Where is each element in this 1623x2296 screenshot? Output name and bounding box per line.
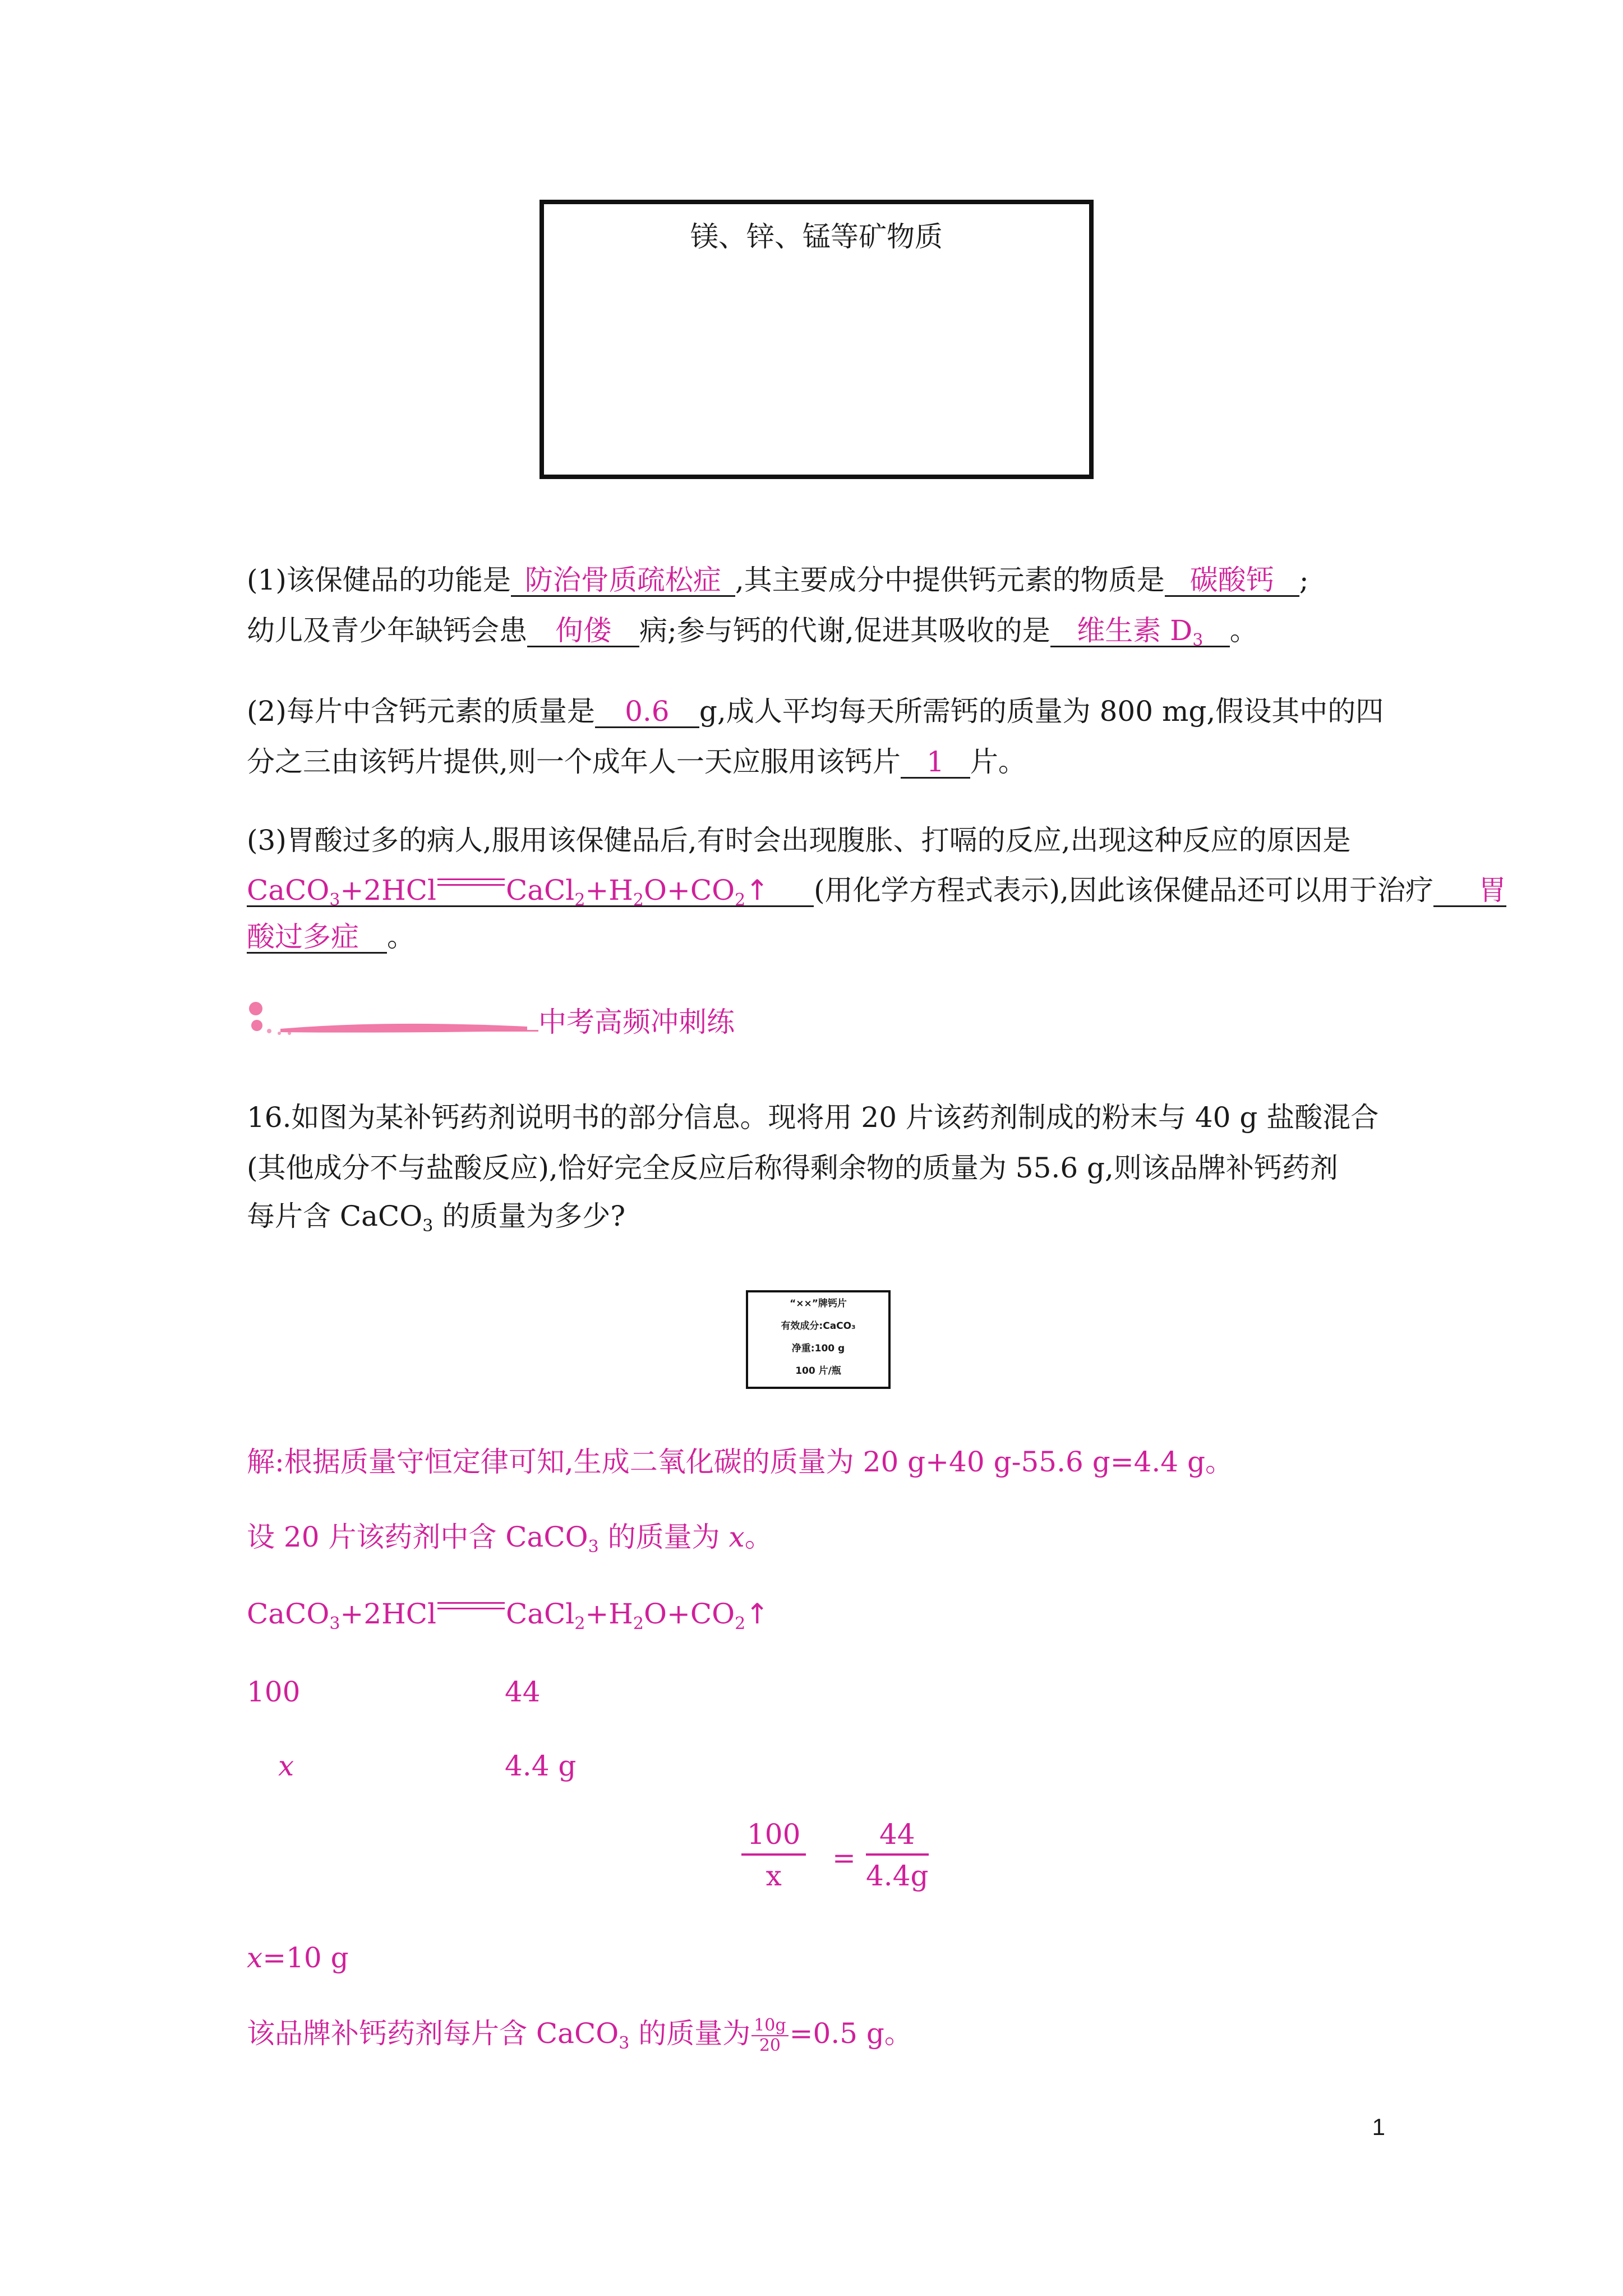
q1-answer4: 维生素 $D_3$ — [1050, 615, 1230, 647]
q3-line1: (3)胃酸过多的病人,服用该保健品后,有时会出现腹胀、打嗝的反应,出现这种反应的原因是 — [247, 824, 1351, 857]
final-fraction: $\frac{10g}{20}$ — [751, 2016, 788, 2055]
q1-answer1: 防治骨质疏松症 — [511, 565, 735, 597]
q1-answer3: 佝偻 — [527, 615, 639, 647]
box-title: 镁、锌、锰等矿物质 — [690, 220, 943, 253]
up-arrow-icon: ↑ — [745, 874, 769, 907]
q3-line3: 酸过多症 。 — [247, 921, 415, 953]
equals-sign-double — [437, 873, 505, 895]
solution-final: 该品牌补钙药剂每片含 CaCO$_3$ 的质量为 $\frac{10g}{20}$ =0.5 g。 — [247, 2016, 912, 2055]
equals-sign-double — [437, 1596, 505, 1619]
q1-line2: 幼儿及青少年缺钙会患 佝偻 病;参与钙的代谢,促进其吸收的是 维生素 $D_3$ 。 — [247, 614, 1258, 650]
product-label-box — [746, 1290, 891, 1389]
q2-line2: 分之三由该钙片提供,则一个成年人一天应服用该钙片 1 片。 — [247, 746, 1026, 778]
solution-line2: 设 20 片该药剂中含 CaCO$_3$ 的质量为 x。 — [247, 1521, 773, 1557]
solution-line1: 解:根据质量守恒定律可知,生成二氧化碳的质量为 20 g+40 g-55.6 g=4.4 g。 — [247, 1446, 1234, 1478]
label-line3: 净重:100 g — [791, 1343, 845, 1354]
fraction-left-num: 100 — [741, 1818, 806, 1856]
label-line4: 100 片/瓶 — [795, 1365, 841, 1377]
mineral-info-box — [540, 200, 1094, 479]
q3-answer2b: 酸过多症 — [247, 922, 387, 954]
solution-equation: CaCO$_3$+2HCl $CaCl_2+H_2O+CO_2↑$ — [247, 1598, 769, 1634]
q16-line2: (其他成分不与盐酸反应),恰好完全反应后称得剩余物的质量为 55.6 g,则该品牌补钙药剂 — [247, 1152, 1338, 1184]
ratio-row2-right: 4.4 g — [505, 1750, 577, 1782]
q2-answer1: 0.6 — [595, 696, 699, 728]
q16-line1: 16.如图为某补钙药剂说明书的部分信息。现将用 20 片该药剂制成的粉末与 40 g 盐酸混合 — [247, 1101, 1379, 1134]
q2-answer2: 1 — [901, 747, 970, 779]
ratio-row1-left: 100 — [247, 1676, 301, 1708]
solution-result: x=10 g — [247, 1941, 349, 1974]
fraction-right — [866, 1818, 929, 1894]
q16-line3: 每片含 CaCO$_3$ 的质量为多少? — [247, 1200, 626, 1236]
ratio-row1-right: 44 — [505, 1676, 541, 1708]
banner-decoration-icon — [247, 999, 538, 1043]
label-line2: 有效成分:CaCO₃ — [781, 1320, 856, 1332]
fraction-right-den: 4.4g — [866, 1860, 929, 1892]
q3-answer1: CaCO$_3$+2HCl $CaCl_2+H_2O+CO_2↑$ — [247, 873, 814, 907]
ratio-row2-left: x — [278, 1750, 294, 1782]
q1-line1: (1)该保健品的功能是 防治骨质疏松症 ,其主要成分中提供钙元素的物质是 碳酸钙 ; — [247, 564, 1309, 596]
up-arrow-icon: ↑ — [745, 1598, 769, 1630]
q3-line2: CaCO$_3$+2HCl $CaCl_2+H_2O+CO_2↑$ (用化学方程式表示),因此该保健品还可以用于治疗 胃 — [247, 874, 1507, 910]
q3-answer2a: 胃 — [1433, 875, 1506, 907]
section-title: 中考高频冲刺练 — [538, 1006, 735, 1038]
fraction-left-den: x — [766, 1860, 782, 1892]
q2-line1: (2)每片中含钙元素的质量是 0.6 g,成人平均每天所需钙的质量为 800 mg,假设其中的四 — [247, 695, 1384, 728]
fraction-left — [741, 1818, 806, 1894]
page-number: 1 — [1372, 2114, 1385, 2140]
label-line1: “××”牌钙片 — [790, 1298, 847, 1309]
q1-answer2: 碳酸钙 — [1165, 565, 1299, 597]
fraction-right-num: 44 — [866, 1818, 929, 1856]
fraction-equals: = — [832, 1842, 856, 1874]
section-banner — [247, 999, 808, 1043]
